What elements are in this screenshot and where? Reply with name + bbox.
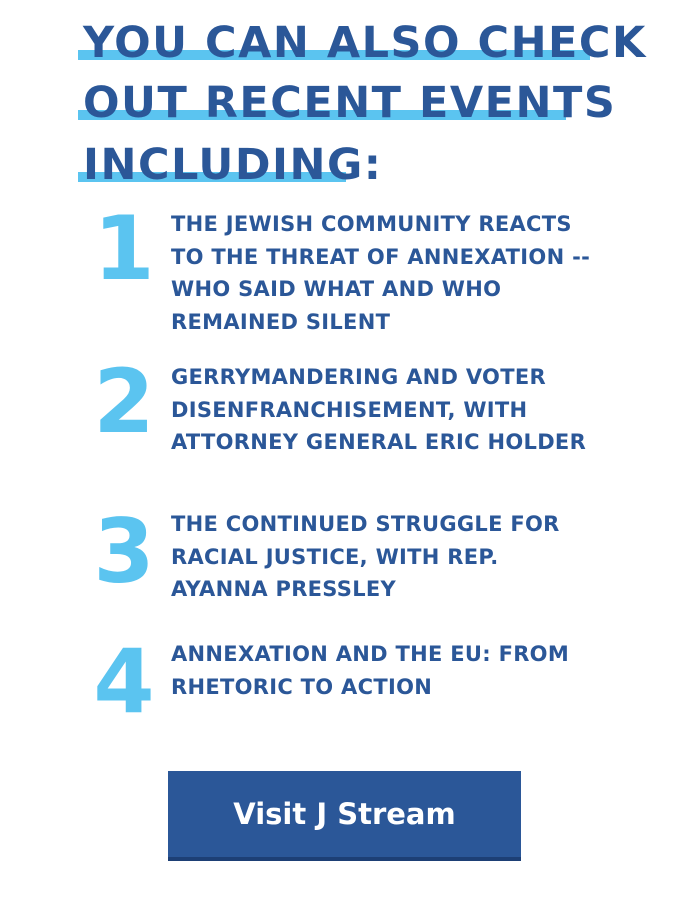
event-number-2: 2 [93,350,155,453]
event-title-1: THE JEWISH COMMUNITY REACTS TO THE THREAT OF ANNEXATION -- WHO SAID WHAT AND WHO REMAINED SILENT [171,212,591,334]
event-number-3: 3 [93,500,155,603]
event-title-4: ANNEXATION AND THE EU: FROM RHETORIC TO ACTION [171,642,570,699]
event-number-4: 4 [93,630,155,733]
section-heading [0,0,700,200]
heading-line-1: YOU CAN ALSO CHECK [78,17,590,69]
heading-line-2: OUT RECENT EVENTS [78,77,566,129]
event-title-3: THE CONTINUED STRUGGLE FOR RACIAL JUSTICE, WITH REP. AYANNA PRESSLEY [171,512,560,601]
heading-line-3: INCLUDING: [78,139,346,191]
visit-j-stream-button[interactable]: Visit J Stream [168,771,521,861]
event-number-1: 1 [93,197,155,300]
event-title-2: GERRYMANDERING AND VOTER DISENFRANCHISEMENT, WITH ATTORNEY GENERAL ERIC HOLDER [171,365,587,454]
